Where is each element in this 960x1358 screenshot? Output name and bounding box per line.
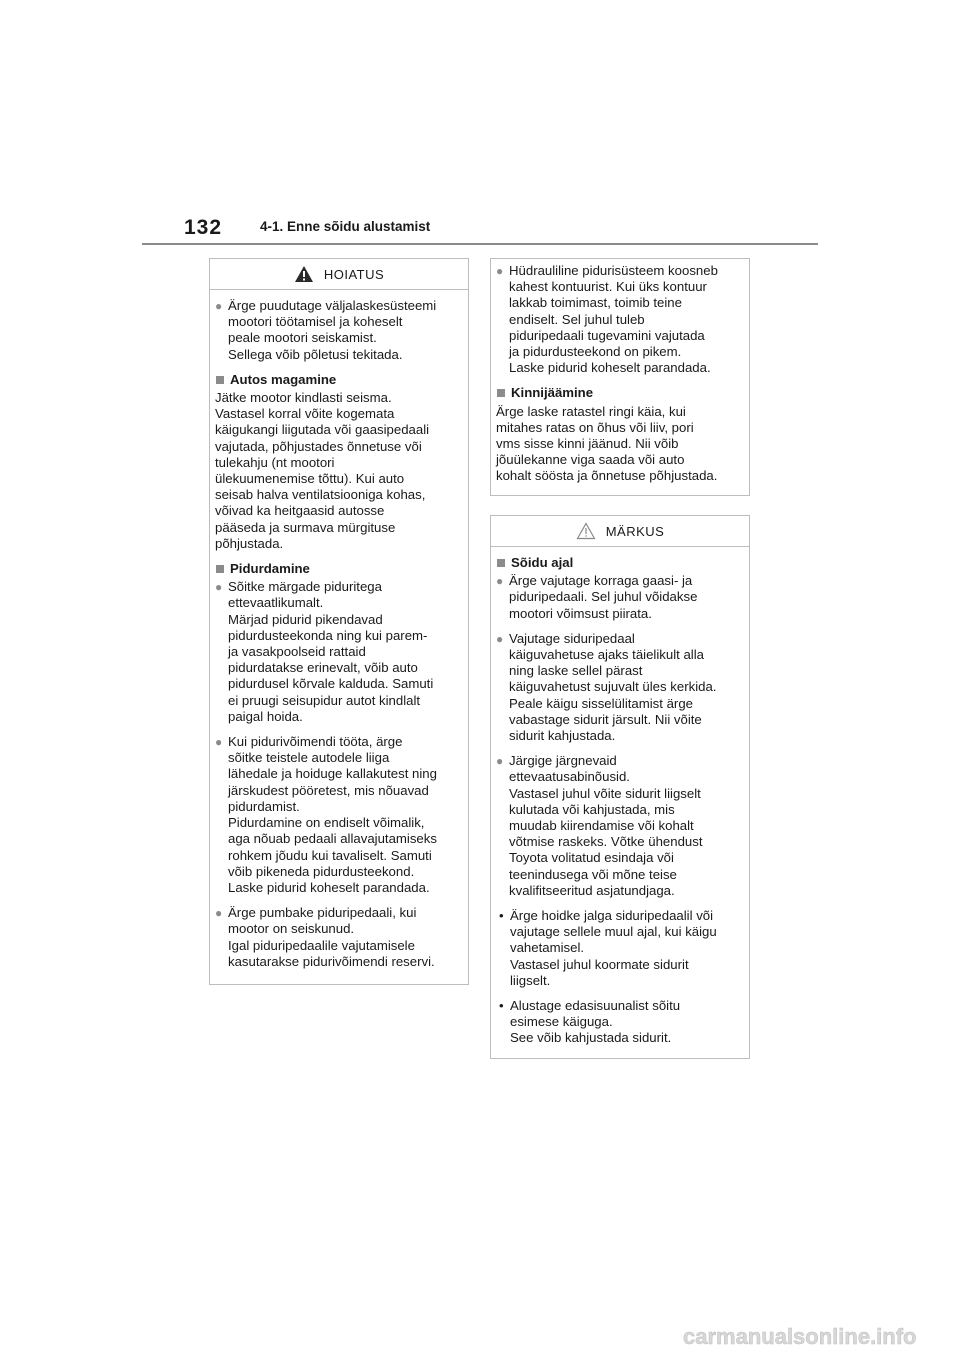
list-item (496, 573, 741, 622)
bullet-text: Ärge pumbake piduripedaali, kui mootor on seiskunud. Igal piduripedaalile vajutamisele kasutarakse pidurivõimendi reservi. (228, 905, 435, 969)
list-item (215, 734, 460, 896)
caution-triangle-icon (576, 522, 596, 540)
square-icon (497, 389, 505, 397)
square-icon (497, 559, 505, 567)
bullet-text: Kui pidurivõimendi tööta, ärge sõitke teistele autodele liiga lähedale ja hoiduge kallakutest ning järskudest pööretest, mis nõuavad pidurdamist. Pidurdamine on endiselt võimalik, aga nõuab pedaali allavajutamiseks rohkem jõudu kui tavaliselt. Samuti võib pikeneda pidurdusteekond. Laske pidurid koheselt parandada. (228, 734, 437, 895)
bullet-icon: ● (496, 631, 504, 646)
notice-box-header (491, 516, 749, 547)
warning-box-continued (490, 258, 750, 496)
dot-text: Ärge hoidke jalga siduripedaalil või vajutage sellele muul ajal, kui käigu vahetamisel. Vastasel juhul koormate sidurit liigselt. (510, 908, 717, 988)
bullet-text: Ärge puudutage väljalaskesüsteemi mootori töötamisel ja koheselt peale mootori seiskamist. Sellega võib põletusi tekitada. (228, 298, 437, 362)
subheading (496, 385, 741, 401)
notice-box (490, 515, 750, 1059)
subheading (496, 555, 741, 571)
list-item (215, 579, 460, 725)
notice-box-title: MÄRKUS (605, 523, 665, 539)
subheading-text: Autos magamine (230, 371, 337, 387)
bullet-text: Hüdrauliline pidurisüsteem koosneb kahest kontuurist. Kui üks kontuur lakkab toimimast, toimib teine endiselt. Sel juhul tuleb piduripedaali tugevamini vajutada ja pidurdusteekond on pikem. Laske pidurid koheselt parandada. (509, 263, 718, 376)
bullet-icon: ● (215, 299, 223, 313)
bullet-icon: ● (496, 754, 504, 769)
square-icon (216, 376, 224, 384)
bullet-text: Sõitke märgade piduritega ettevaatlikumalt. Märjad pidurid pikendavad pidurdusteekonda ning kui parem- ja vasakpoolseid rattaid pidurdatakse erinevalt, võib auto pidurdusel kõrvale kalduda. Samuti ei pruugi seisupidur autot kindlalt paigal hoida. (228, 579, 434, 724)
warning-box (209, 258, 469, 985)
subheading-text: Sõidu ajal (511, 555, 574, 570)
bullet-text: Järgige järgnevaid ettevaatusabinõusid. Vastasel juhul võite sidurit liigselt kulutada või kahjustada, mis muudab kiirendamise või kohalt võtmise raskeks. Võtke ühendust Toyota volitatud esindaja või teenindusega või mõne teise kvalifitseeritud asjatundjaga. (509, 753, 703, 898)
warning-box-header (210, 259, 468, 290)
bullet-text: Vajutage siduripedaal käiguvahetuse ajaks täielikult alla ning laske sellel pärast käiguvahetust sujuvalt üles kerkida. Peale käigu sisselülitamist ärge vabastage sidurit järsult. Nii võite sidurit kahjustada. (509, 630, 717, 744)
svg-text:carmanualsonline.info: carmanualsonline.info (683, 1324, 917, 1349)
dot-icon: • (499, 908, 504, 924)
square-icon (216, 565, 224, 573)
subheading-text: Kinnijäämine (511, 385, 594, 401)
subheading (215, 561, 460, 577)
warning-triangle-icon (294, 265, 314, 283)
warning-box-continued-body (491, 259, 749, 493)
list-item (496, 998, 741, 1047)
dot-icon: • (499, 998, 504, 1014)
list-item (215, 905, 460, 970)
page-number: 132 (184, 216, 223, 239)
list-item (496, 263, 741, 376)
bullet-icon: ● (215, 906, 223, 921)
subheading (215, 372, 460, 388)
bullet-icon: ● (496, 574, 504, 589)
paragraph: Jätke mootor kindlasti seisma. Vastasel korral võite kogemata käigukangi liigutada või gaasipedaali vajutada, põhjustades õnnetuse või tulekahju (nt mootori ülekuumenemise tõttu). Kui auto seisab halva ventilatsiooniga kohas, võivad ka heitgaasid autosse pääseda ja surmava mürgituse põhjustada. (215, 390, 430, 551)
watermark-logo (683, 1322, 955, 1352)
paragraph: Ärge laske ratastel ringi käia, kui mitahes ratas on õhus või liiv, pori vms sisse kinni jäänud. Nii võib jõuülekanne viga saada või auto kohalt söösta ja õnnetuse põhjustada. (496, 403, 718, 484)
subheading-text: Pidurdamine (230, 561, 310, 577)
warning-box-title: HOIATUS (323, 266, 385, 282)
list-item (496, 631, 741, 744)
dot-text: Alustage edasisuunalist sõitu esimese käiguga. See võib kahjustada sidurit. (510, 998, 681, 1046)
notice-box-body (491, 547, 749, 1055)
header-rule (142, 243, 818, 245)
section-title: 4-1. Enne sõidu alustamist (260, 219, 431, 234)
list-item (496, 908, 741, 989)
bullet-text: Ärge vajutage korraga gaasi- ja piduripedaali. Sel juhul võidakse mootori võimsust piirata. (509, 573, 698, 621)
bullet-icon: ● (496, 264, 504, 278)
list-item (215, 298, 460, 363)
bullet-icon: ● (215, 735, 223, 750)
list-item (496, 753, 741, 899)
bullet-icon: ● (215, 580, 223, 595)
warning-box-body (210, 290, 468, 987)
